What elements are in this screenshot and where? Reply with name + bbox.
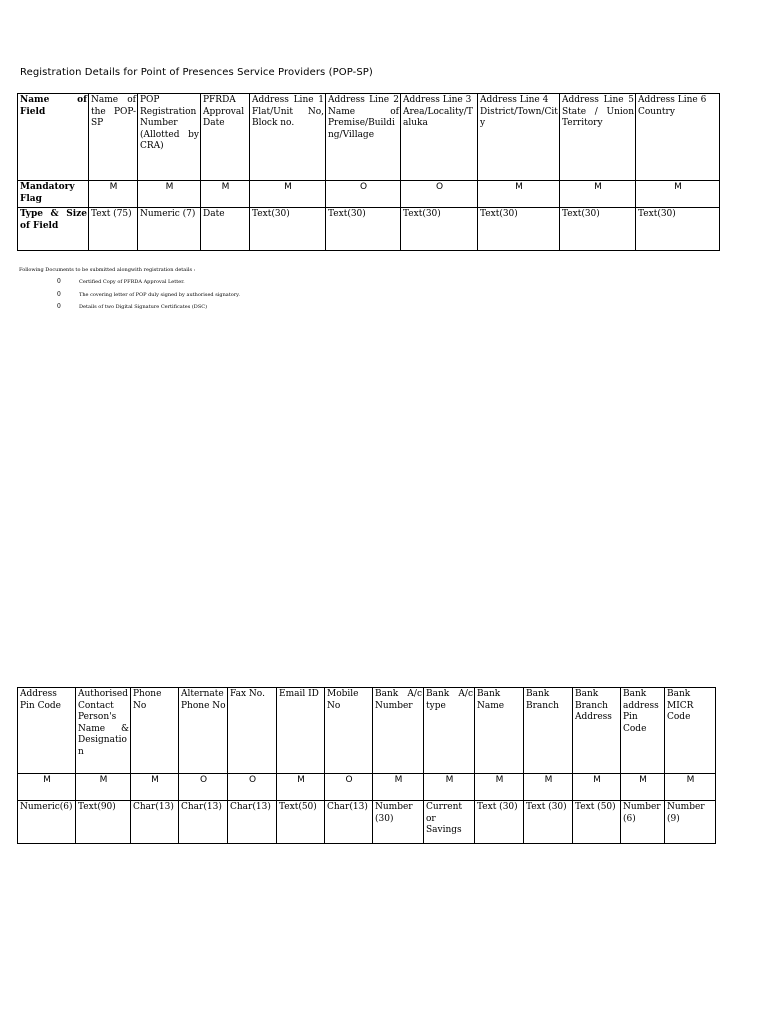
type-size-cell: Numeric(6)	[18, 801, 76, 844]
field-name-cell: Bank MICR Code	[665, 688, 716, 774]
documents-note	[19, 264, 240, 313]
field-name-cell: Address Line 4 District/Town/City	[478, 94, 560, 181]
row-label-mandatory-flag: Mandatory Flag	[18, 181, 89, 208]
document-list-item	[19, 301, 240, 313]
type-size-cell: Text (50)	[573, 801, 621, 844]
field-name-cell: Bank Branch Address	[573, 688, 621, 774]
field-name-cell: Name of the POP-SP	[89, 94, 138, 181]
bullet-marker: 0	[57, 278, 61, 286]
registration-fields-table-2	[17, 687, 716, 844]
type-size-cell: Char(13)	[179, 801, 228, 844]
type-size-cell: Text(30)	[401, 208, 478, 251]
type-size-cell: Date	[201, 208, 250, 251]
mandatory-flag-cell: M	[373, 774, 424, 801]
mandatory-flag-cell: O	[325, 774, 373, 801]
mandatory-flag-cell: M	[131, 774, 179, 801]
documents-lead-text: Following Documents to be submitted alongwith registration details :	[19, 267, 196, 273]
field-name-cell: Fax No.	[228, 688, 277, 774]
type-size-cell: Number (6)	[621, 801, 665, 844]
field-name-row	[18, 688, 716, 774]
document-list-item	[19, 289, 240, 301]
mandatory-flag-cell: M	[573, 774, 621, 801]
mandatory-flag-cell: O	[401, 181, 478, 208]
bullet-marker: 0	[57, 290, 61, 298]
type-size-cell: Text(30)	[250, 208, 326, 251]
type-size-cell: Text (75)	[89, 208, 138, 251]
document-item-text: Details of two Digital Signature Certificates (DSC)	[79, 303, 208, 310]
type-size-cell: Text (30)	[524, 801, 573, 844]
type-size-cell: Number (30)	[373, 801, 424, 844]
field-name-cell: Authorised Contact Person's Name & Designation	[76, 688, 131, 774]
mandatory-flag-cell: O	[179, 774, 228, 801]
type-size-cell: Char(13)	[131, 801, 179, 844]
mandatory-flag-cell: M	[76, 774, 131, 801]
mandatory-flag-cell: M	[478, 181, 560, 208]
type-size-cell: Text(90)	[76, 801, 131, 844]
type-size-cell: Number (9)	[665, 801, 716, 844]
type-size-row	[18, 801, 716, 844]
field-name-cell: Bank Name	[475, 688, 524, 774]
bullet-marker: 0	[57, 302, 61, 310]
field-name-cell: PFRDA Approval Date	[201, 94, 250, 181]
type-size-cell: Text(30)	[326, 208, 401, 251]
mandatory-flag-cell: M	[524, 774, 573, 801]
row-label-type-size: Type & Size of Field	[18, 208, 89, 251]
mandatory-flag-cell: M	[560, 181, 636, 208]
mandatory-flag-cell: M	[665, 774, 716, 801]
mandatory-flag-cell: M	[250, 181, 326, 208]
mandatory-flag-cell: M	[621, 774, 665, 801]
mandatory-flag-cell: M	[424, 774, 475, 801]
registration-fields-table-1	[17, 93, 720, 251]
field-name-row	[18, 94, 720, 181]
type-size-cell: Char(13)	[228, 801, 277, 844]
mandatory-flag-cell: M	[89, 181, 138, 208]
type-size-cell: Text(30)	[478, 208, 560, 251]
field-name-cell: Address Line 1 Flat/Unit No, Block no.	[250, 94, 326, 181]
document-list-item	[19, 276, 240, 288]
type-size-cell: Char(13)	[325, 801, 373, 844]
row-label-name-of-field: Name of Field	[18, 94, 89, 181]
document-item-text: Certified Copy of PFRDA Approval Letter.	[79, 279, 185, 286]
mandatory-flag-row	[18, 774, 716, 801]
field-name-cell: Bank A/c Number	[373, 688, 424, 774]
field-name-cell: Address Pin Code	[18, 688, 76, 774]
field-name-cell: Alternate Phone No	[179, 688, 228, 774]
field-name-cell: Mobile No	[325, 688, 373, 774]
type-size-row	[18, 208, 720, 251]
field-name-cell: Address Line 3 Area/Locality/Taluka	[401, 94, 478, 181]
type-size-cell: Text(30)	[560, 208, 636, 251]
field-name-cell: Bank address Pin Code	[621, 688, 665, 774]
mandatory-flag-cell: O	[326, 181, 401, 208]
mandatory-flag-cell: M	[18, 774, 76, 801]
field-name-cell: Email ID	[277, 688, 325, 774]
mandatory-flag-cell: O	[228, 774, 277, 801]
field-name-cell: Address Line 5 State / Union Territory	[560, 94, 636, 181]
field-name-cell: Address Line 2 Name of Premise/Building/Village	[326, 94, 401, 181]
mandatory-flag-cell: M	[475, 774, 524, 801]
field-name-cell: Bank A/c type	[424, 688, 475, 774]
document-item-text: The covering letter of POP duly signed by authorised signatory.	[79, 291, 240, 298]
field-name-cell: POP Registration Number (Allotted by CRA)	[138, 94, 201, 181]
field-name-cell: Phone No	[131, 688, 179, 774]
type-size-cell: Text(30)	[636, 208, 720, 251]
field-name-cell: Bank Branch	[524, 688, 573, 774]
mandatory-flag-cell: M	[138, 181, 201, 208]
type-size-cell: Text (30)	[475, 801, 524, 844]
document-heading: Registration Details for Point of Presences Service Providers (POP-SP)	[20, 67, 373, 78]
field-name-cell: Address Line 6 Country	[636, 94, 720, 181]
mandatory-flag-cell: M	[277, 774, 325, 801]
mandatory-flag-row	[18, 181, 720, 208]
type-size-cell: Text(50)	[277, 801, 325, 844]
mandatory-flag-cell: M	[201, 181, 250, 208]
type-size-cell: Current or Savings	[424, 801, 475, 844]
mandatory-flag-cell: M	[636, 181, 720, 208]
type-size-cell: Numeric (7)	[138, 208, 201, 251]
